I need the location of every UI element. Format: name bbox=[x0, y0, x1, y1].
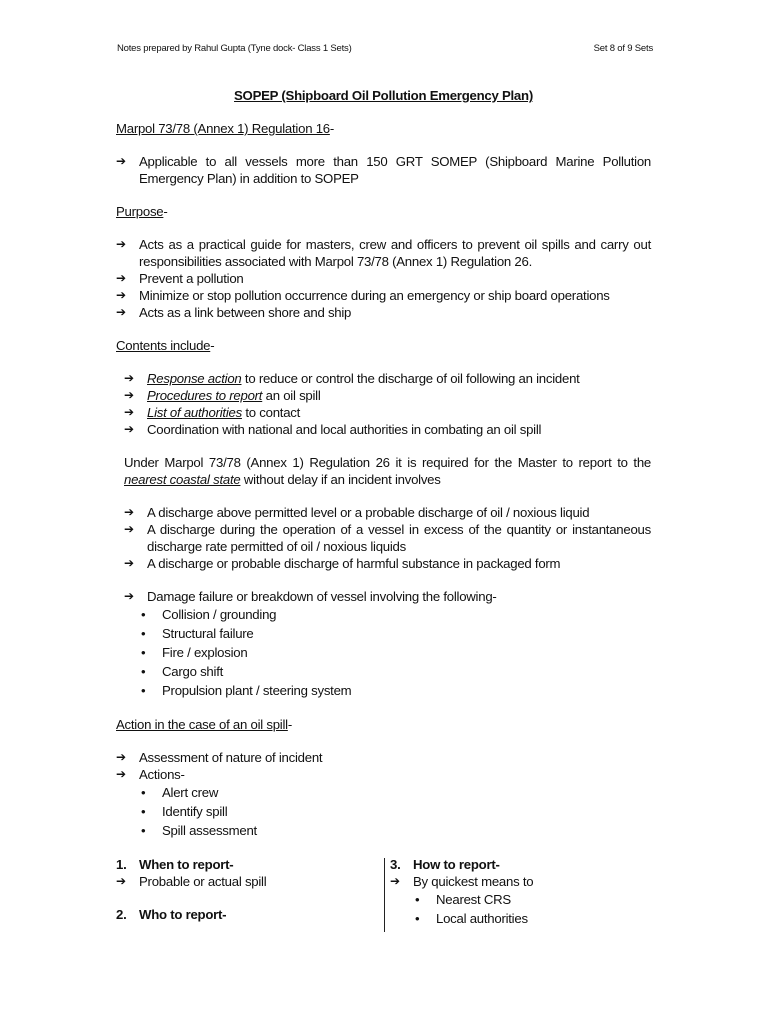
damage-list bbox=[116, 588, 651, 605]
item-heading: Who to report- bbox=[139, 907, 227, 922]
list-item-text: Nearest CRS bbox=[436, 892, 511, 907]
list-item bbox=[413, 890, 655, 909]
header-left: Notes prepared by Rahul Gupta (Tyne dock- Class 1 Sets) bbox=[117, 43, 352, 54]
bullet-dot-icon: • bbox=[415, 892, 420, 907]
list-item bbox=[116, 749, 651, 766]
list-item-text: Coordination with national and local authorities in combating an oil spill bbox=[147, 422, 542, 437]
report-paragraph-emphasis: nearest coastal state bbox=[124, 472, 241, 487]
list-item-text: A discharge above permitted level or a probable discharge of oil / noxious liquid bbox=[147, 505, 590, 520]
list-item-emphasis: Response action bbox=[147, 371, 242, 386]
list-item-text: Minimize or stop pollution occurrence during an emergency or ship board operations bbox=[139, 288, 610, 303]
list-item-text: Actions- bbox=[139, 767, 185, 782]
right-arrow-bullet-icon: ➔ bbox=[116, 154, 126, 168]
how-to-report-bullets bbox=[390, 890, 655, 928]
report-paragraph bbox=[116, 454, 651, 488]
report-columns bbox=[116, 856, 651, 936]
list-item bbox=[124, 421, 651, 438]
right-arrow-bullet-icon: ➔ bbox=[116, 767, 126, 781]
list-item bbox=[139, 681, 651, 700]
who-to-report-heading bbox=[116, 906, 376, 923]
list-item-text: A discharge or probable discharge of harmful substance in packaged form bbox=[147, 556, 561, 571]
list-item-text: to reduce or control the discharge of oil following an incident bbox=[241, 371, 580, 386]
list-item bbox=[116, 153, 651, 187]
list-item-text: Acts as a practical guide for masters, crew and officers to prevent oil spills and carry out responsibilities associated with Marpol 73/78 (Annex 1) Regulation 26. bbox=[139, 237, 651, 269]
list-item-text: A discharge during the operation of a vessel in excess of the quantity or instantaneous discharge rate permitted of oil / noxious liquids bbox=[147, 522, 651, 554]
marpol-heading-suffix: - bbox=[329, 121, 335, 136]
action-bullets bbox=[116, 783, 651, 840]
right-arrow-bullet-icon: ➔ bbox=[116, 874, 126, 888]
list-item bbox=[124, 521, 651, 555]
list-item bbox=[139, 643, 651, 662]
right-arrow-bullet-icon: ➔ bbox=[116, 237, 126, 251]
list-item bbox=[116, 287, 651, 304]
contents-heading-suffix: - bbox=[210, 338, 215, 353]
contents-heading bbox=[116, 337, 651, 354]
item-number: 2. bbox=[116, 907, 127, 922]
right-arrow-bullet-icon: ➔ bbox=[124, 388, 134, 402]
list-item-text: to contact bbox=[241, 405, 301, 420]
list-item bbox=[139, 605, 651, 624]
bullet-dot-icon: • bbox=[141, 683, 146, 698]
list-item-text: Damage failure or breakdown of vessel involving the following- bbox=[147, 589, 497, 604]
bullet-dot-icon: • bbox=[141, 664, 146, 679]
list-item-text: an oil spill bbox=[262, 388, 321, 403]
right-arrow-bullet-icon: ➔ bbox=[124, 522, 134, 536]
bullet-dot-icon: • bbox=[141, 626, 146, 641]
action-heading-text: Action in the case of an oil spill bbox=[116, 717, 288, 732]
bullet-dot-icon: • bbox=[141, 785, 146, 800]
list-item bbox=[139, 821, 651, 840]
marpol-heading bbox=[116, 120, 651, 137]
list-item bbox=[139, 802, 651, 821]
list-item bbox=[124, 387, 651, 404]
bullet-dot-icon: • bbox=[141, 607, 146, 622]
discharge-list bbox=[116, 504, 651, 572]
bullet-dot-icon: • bbox=[415, 911, 420, 926]
list-item-text: Structural failure bbox=[162, 626, 254, 641]
list-item-text: By quickest means to bbox=[413, 874, 534, 889]
report-paragraph-after: without delay if an incident involves bbox=[240, 472, 441, 487]
item-heading: When to report- bbox=[139, 857, 234, 872]
list-item-text: Identify spill bbox=[162, 804, 228, 819]
list-item bbox=[116, 304, 651, 321]
list-item bbox=[116, 236, 651, 270]
list-item-text: Collision / grounding bbox=[162, 607, 277, 622]
report-paragraph-before: Under Marpol 73/78 (Annex 1) Regulation 26 it is required for the Master to report to the bbox=[124, 455, 651, 470]
bullet-dot-icon: • bbox=[141, 823, 146, 838]
action-heading bbox=[116, 716, 651, 733]
list-item bbox=[124, 370, 651, 387]
right-arrow-bullet-icon: ➔ bbox=[124, 589, 134, 603]
list-item bbox=[124, 588, 651, 605]
list-item bbox=[124, 504, 651, 521]
list-item bbox=[116, 270, 651, 287]
right-arrow-bullet-icon: ➔ bbox=[124, 556, 134, 570]
purpose-heading bbox=[116, 203, 651, 220]
list-item bbox=[139, 662, 651, 681]
list-item bbox=[124, 555, 651, 572]
right-arrow-bullet-icon: ➔ bbox=[116, 305, 126, 319]
right-arrow-bullet-icon: ➔ bbox=[116, 750, 126, 764]
item-number: 1. bbox=[116, 857, 127, 872]
list-item-text: Propulsion plant / steering system bbox=[162, 683, 352, 698]
list-item-text: Assessment of nature of incident bbox=[139, 750, 323, 765]
list-item bbox=[116, 873, 376, 890]
right-arrow-bullet-icon: ➔ bbox=[116, 288, 126, 302]
item-number: 3. bbox=[390, 857, 401, 872]
report-column-right bbox=[386, 856, 655, 928]
how-to-report-list bbox=[390, 873, 655, 890]
list-item-text: Applicable to all vessels more than 150 GRT SOMEP (Shipboard Marine Pollution Emergency Plan) in addition to SOPEP bbox=[139, 154, 651, 186]
document-body bbox=[116, 87, 651, 936]
purpose-list bbox=[116, 236, 651, 321]
purpose-heading-suffix: - bbox=[163, 204, 168, 219]
list-item-text: Prevent a pollution bbox=[139, 271, 244, 286]
damage-bullets bbox=[116, 605, 651, 700]
list-item-text: Probable or actual spill bbox=[139, 874, 267, 889]
list-item-text: Fire / explosion bbox=[162, 645, 248, 660]
column-divider bbox=[384, 858, 385, 932]
marpol-list bbox=[116, 153, 651, 187]
list-item bbox=[124, 404, 651, 421]
right-arrow-bullet-icon: ➔ bbox=[390, 874, 400, 888]
right-arrow-bullet-icon: ➔ bbox=[116, 271, 126, 285]
right-arrow-bullet-icon: ➔ bbox=[124, 405, 134, 419]
bullet-dot-icon: • bbox=[141, 804, 146, 819]
contents-heading-text: Contents include bbox=[116, 338, 211, 353]
list-item-text: Acts as a link between shore and ship bbox=[139, 305, 352, 320]
list-item-emphasis: Procedures to report bbox=[147, 388, 263, 403]
list-item-text: Cargo shift bbox=[162, 664, 224, 679]
action-list bbox=[116, 749, 651, 783]
list-item-text: Spill assessment bbox=[162, 823, 257, 838]
right-arrow-bullet-icon: ➔ bbox=[124, 371, 134, 385]
list-item bbox=[116, 766, 651, 783]
right-arrow-bullet-icon: ➔ bbox=[124, 422, 134, 436]
report-column-left bbox=[116, 856, 376, 923]
right-arrow-bullet-icon: ➔ bbox=[124, 505, 134, 519]
list-item bbox=[390, 873, 655, 890]
list-item bbox=[139, 783, 651, 802]
contents-list bbox=[116, 370, 651, 438]
action-heading-suffix: - bbox=[287, 717, 292, 732]
how-to-report-heading bbox=[390, 856, 655, 873]
bullet-dot-icon: • bbox=[141, 645, 146, 660]
when-to-report-list bbox=[116, 873, 376, 890]
list-item-text: Alert crew bbox=[162, 785, 219, 800]
when-to-report-heading bbox=[116, 856, 376, 873]
list-item bbox=[413, 909, 655, 928]
item-heading: How to report- bbox=[413, 857, 500, 872]
marpol-heading-text: Marpol 73/78 (Annex 1) Regulation 16 bbox=[116, 121, 330, 136]
list-item bbox=[139, 624, 651, 643]
purpose-heading-text: Purpose bbox=[116, 204, 164, 219]
header-right: Set 8 of 9 Sets bbox=[593, 43, 653, 54]
document-title: SOPEP (Shipboard Oil Pollution Emergency Plan) bbox=[234, 88, 533, 103]
list-item-emphasis: List of authorities bbox=[147, 405, 242, 420]
list-item-text: Local authorities bbox=[436, 911, 528, 926]
